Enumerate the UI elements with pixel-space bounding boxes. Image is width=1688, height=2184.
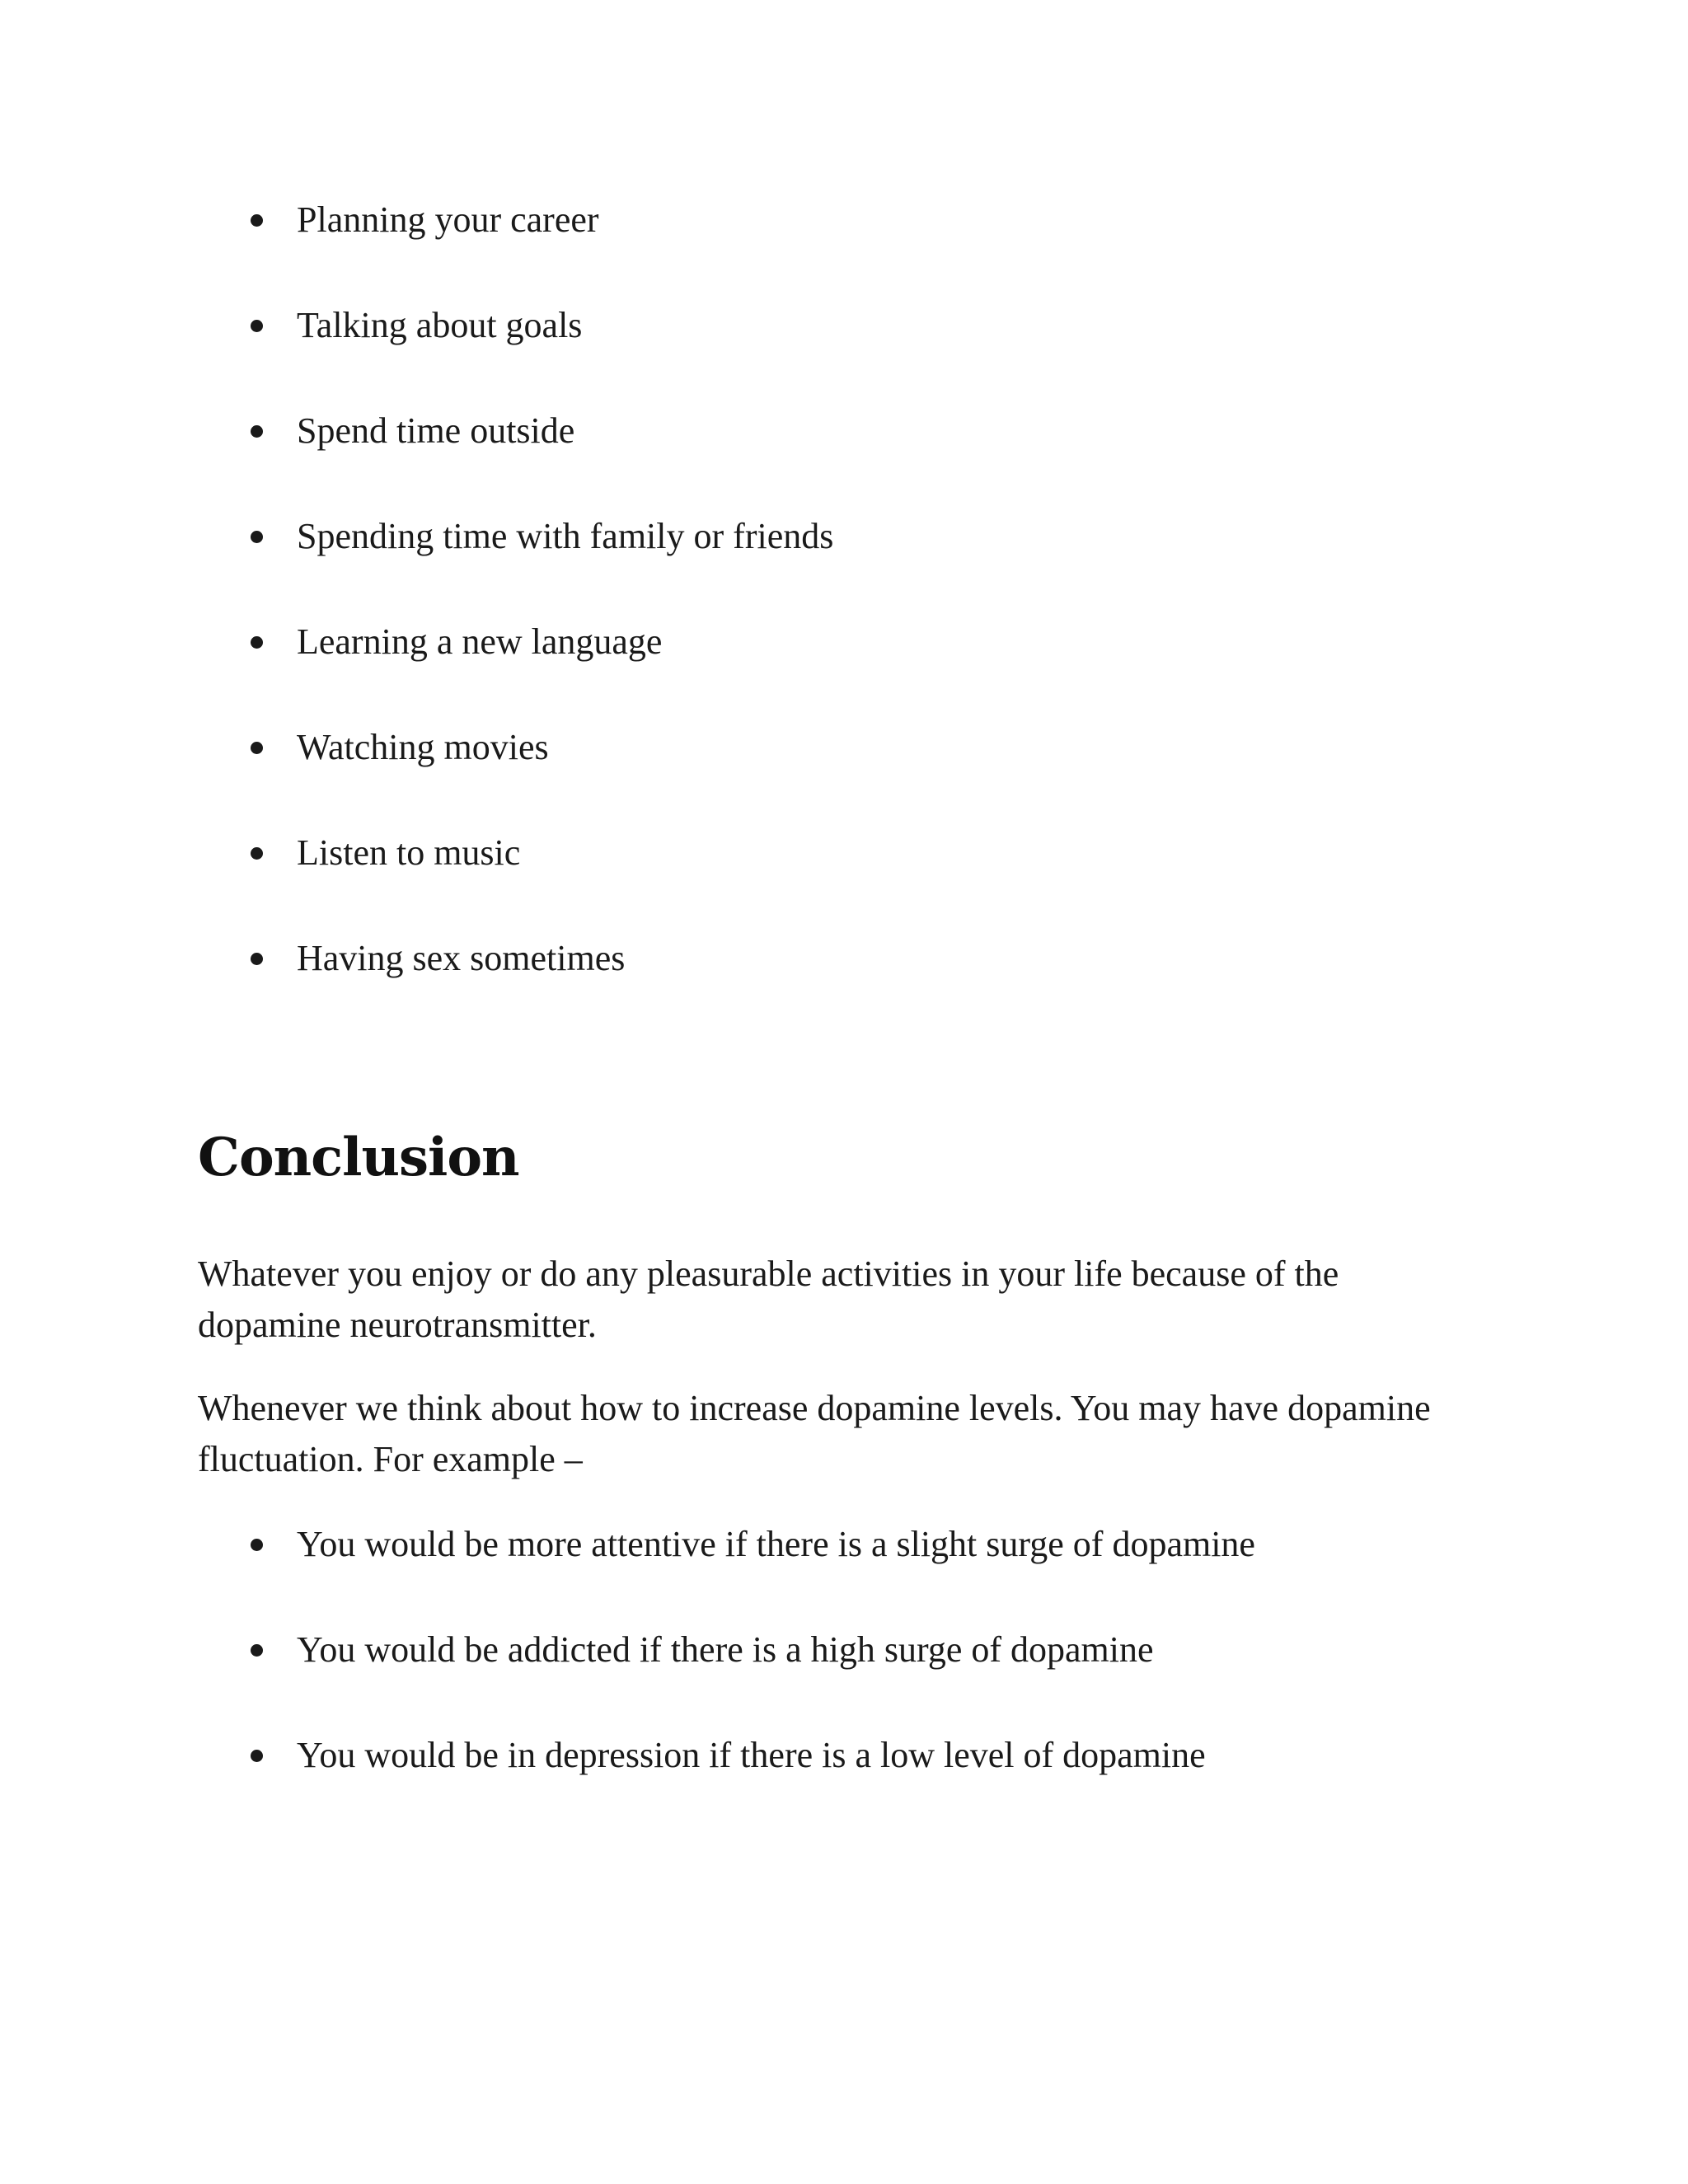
bullet-icon [251, 1644, 263, 1657]
list-item [0, 301, 1484, 350]
bullet-icon [251, 636, 263, 649]
list-item-text: Spend time outside [297, 410, 575, 451]
bullet-icon [251, 1750, 263, 1762]
list-item-text: Having sex sometimes [297, 938, 626, 978]
list-item [0, 828, 1484, 878]
list-item-text: You would be more attentive if there is a slight surge of dopamine [297, 1524, 1255, 1564]
list-item [0, 512, 1484, 561]
list-item-text: Talking about goals [297, 305, 583, 345]
list-item-text: You would be addicted if there is a high surge of dopamine [297, 1629, 1154, 1670]
list-item [0, 723, 1484, 772]
list-item [0, 1731, 1484, 1780]
list-item-text: Learning a new language [297, 621, 663, 662]
bullet-icon [251, 742, 263, 754]
bullet-icon [251, 531, 263, 543]
list-item [0, 195, 1484, 245]
bullet-icon [251, 953, 263, 965]
list-item-text: You would be in depression if there is a low level of dopamine [297, 1735, 1206, 1775]
paragraph: Whatever you enjoy or do any pleasurable activities in your life because of the dopamine neurotransmitter. [198, 1254, 1339, 1345]
paragraph: Whenever we think about how to increase dopamine levels. You may have dopamine fluctuation. For example – [198, 1388, 1431, 1479]
list-item [0, 1520, 1484, 1569]
list-item-text: Planning your career [297, 199, 599, 240]
bullet-icon [251, 425, 263, 438]
list-item [0, 617, 1484, 667]
section-heading: Conclusion [198, 1127, 519, 1188]
list-item-text: Spending time with family or friends [297, 516, 834, 556]
bullet-icon [251, 1539, 263, 1551]
list-item [0, 1625, 1484, 1675]
bullet-icon [251, 214, 263, 227]
list-item-text: Listen to music [297, 832, 521, 873]
bullet-icon [251, 847, 263, 860]
bullet-icon [251, 320, 263, 332]
list-item [0, 934, 1484, 983]
list-item [0, 406, 1484, 456]
list-item-text: Watching movies [297, 727, 549, 767]
